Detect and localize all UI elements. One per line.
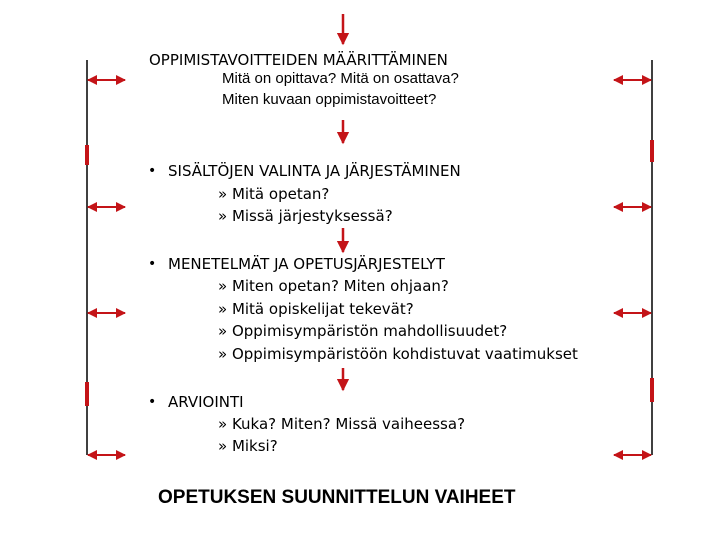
section-item: » Miksi? <box>218 437 278 455</box>
section-heading-content: SISÄLTÖJEN VALINTA JA JÄRJESTÄMINEN <box>168 162 461 180</box>
right-rail-segment <box>650 140 654 162</box>
section-item: » Oppimisympäristöön kohdistuvat vaatimukset <box>218 345 578 363</box>
section-item: » Kuka? Miten? Missä vaiheessa? <box>218 415 466 433</box>
section-item: » Mitä opetan? <box>218 185 330 203</box>
section-heading-assessment: ARVIOINTI <box>168 393 244 411</box>
section-item: » Miten opetan? Miten ohjaan? <box>218 277 449 295</box>
diagram-footer-title: OPETUKSEN SUUNNITTELUN VAIHEET <box>158 487 516 508</box>
section-item: » Mitä opiskelijat tekevät? <box>218 300 414 318</box>
left-rail-segment <box>85 145 89 165</box>
bullet-marker: • <box>148 256 157 272</box>
left-rail-segment <box>85 382 89 406</box>
section-item: » Missä järjestyksessä? <box>218 207 393 225</box>
title-question: Mitä on opittava? Mitä on osattava? <box>222 70 459 87</box>
bullet-marker: • <box>148 163 157 179</box>
section-heading-methods: MENETELMÄT JA OPETUSJÄRJESTELYT <box>168 255 445 273</box>
right-rail-segment <box>650 378 654 402</box>
section-item: » Oppimisympäristön mahdollisuudet? <box>218 322 508 340</box>
bullet-marker: • <box>148 394 157 410</box>
title-question: Miten kuvaan oppimistavoitteet? <box>222 91 437 108</box>
diagram-title: OPPIMISTAVOITTEIDEN MÄÄRITTÄMINEN <box>149 51 448 69</box>
